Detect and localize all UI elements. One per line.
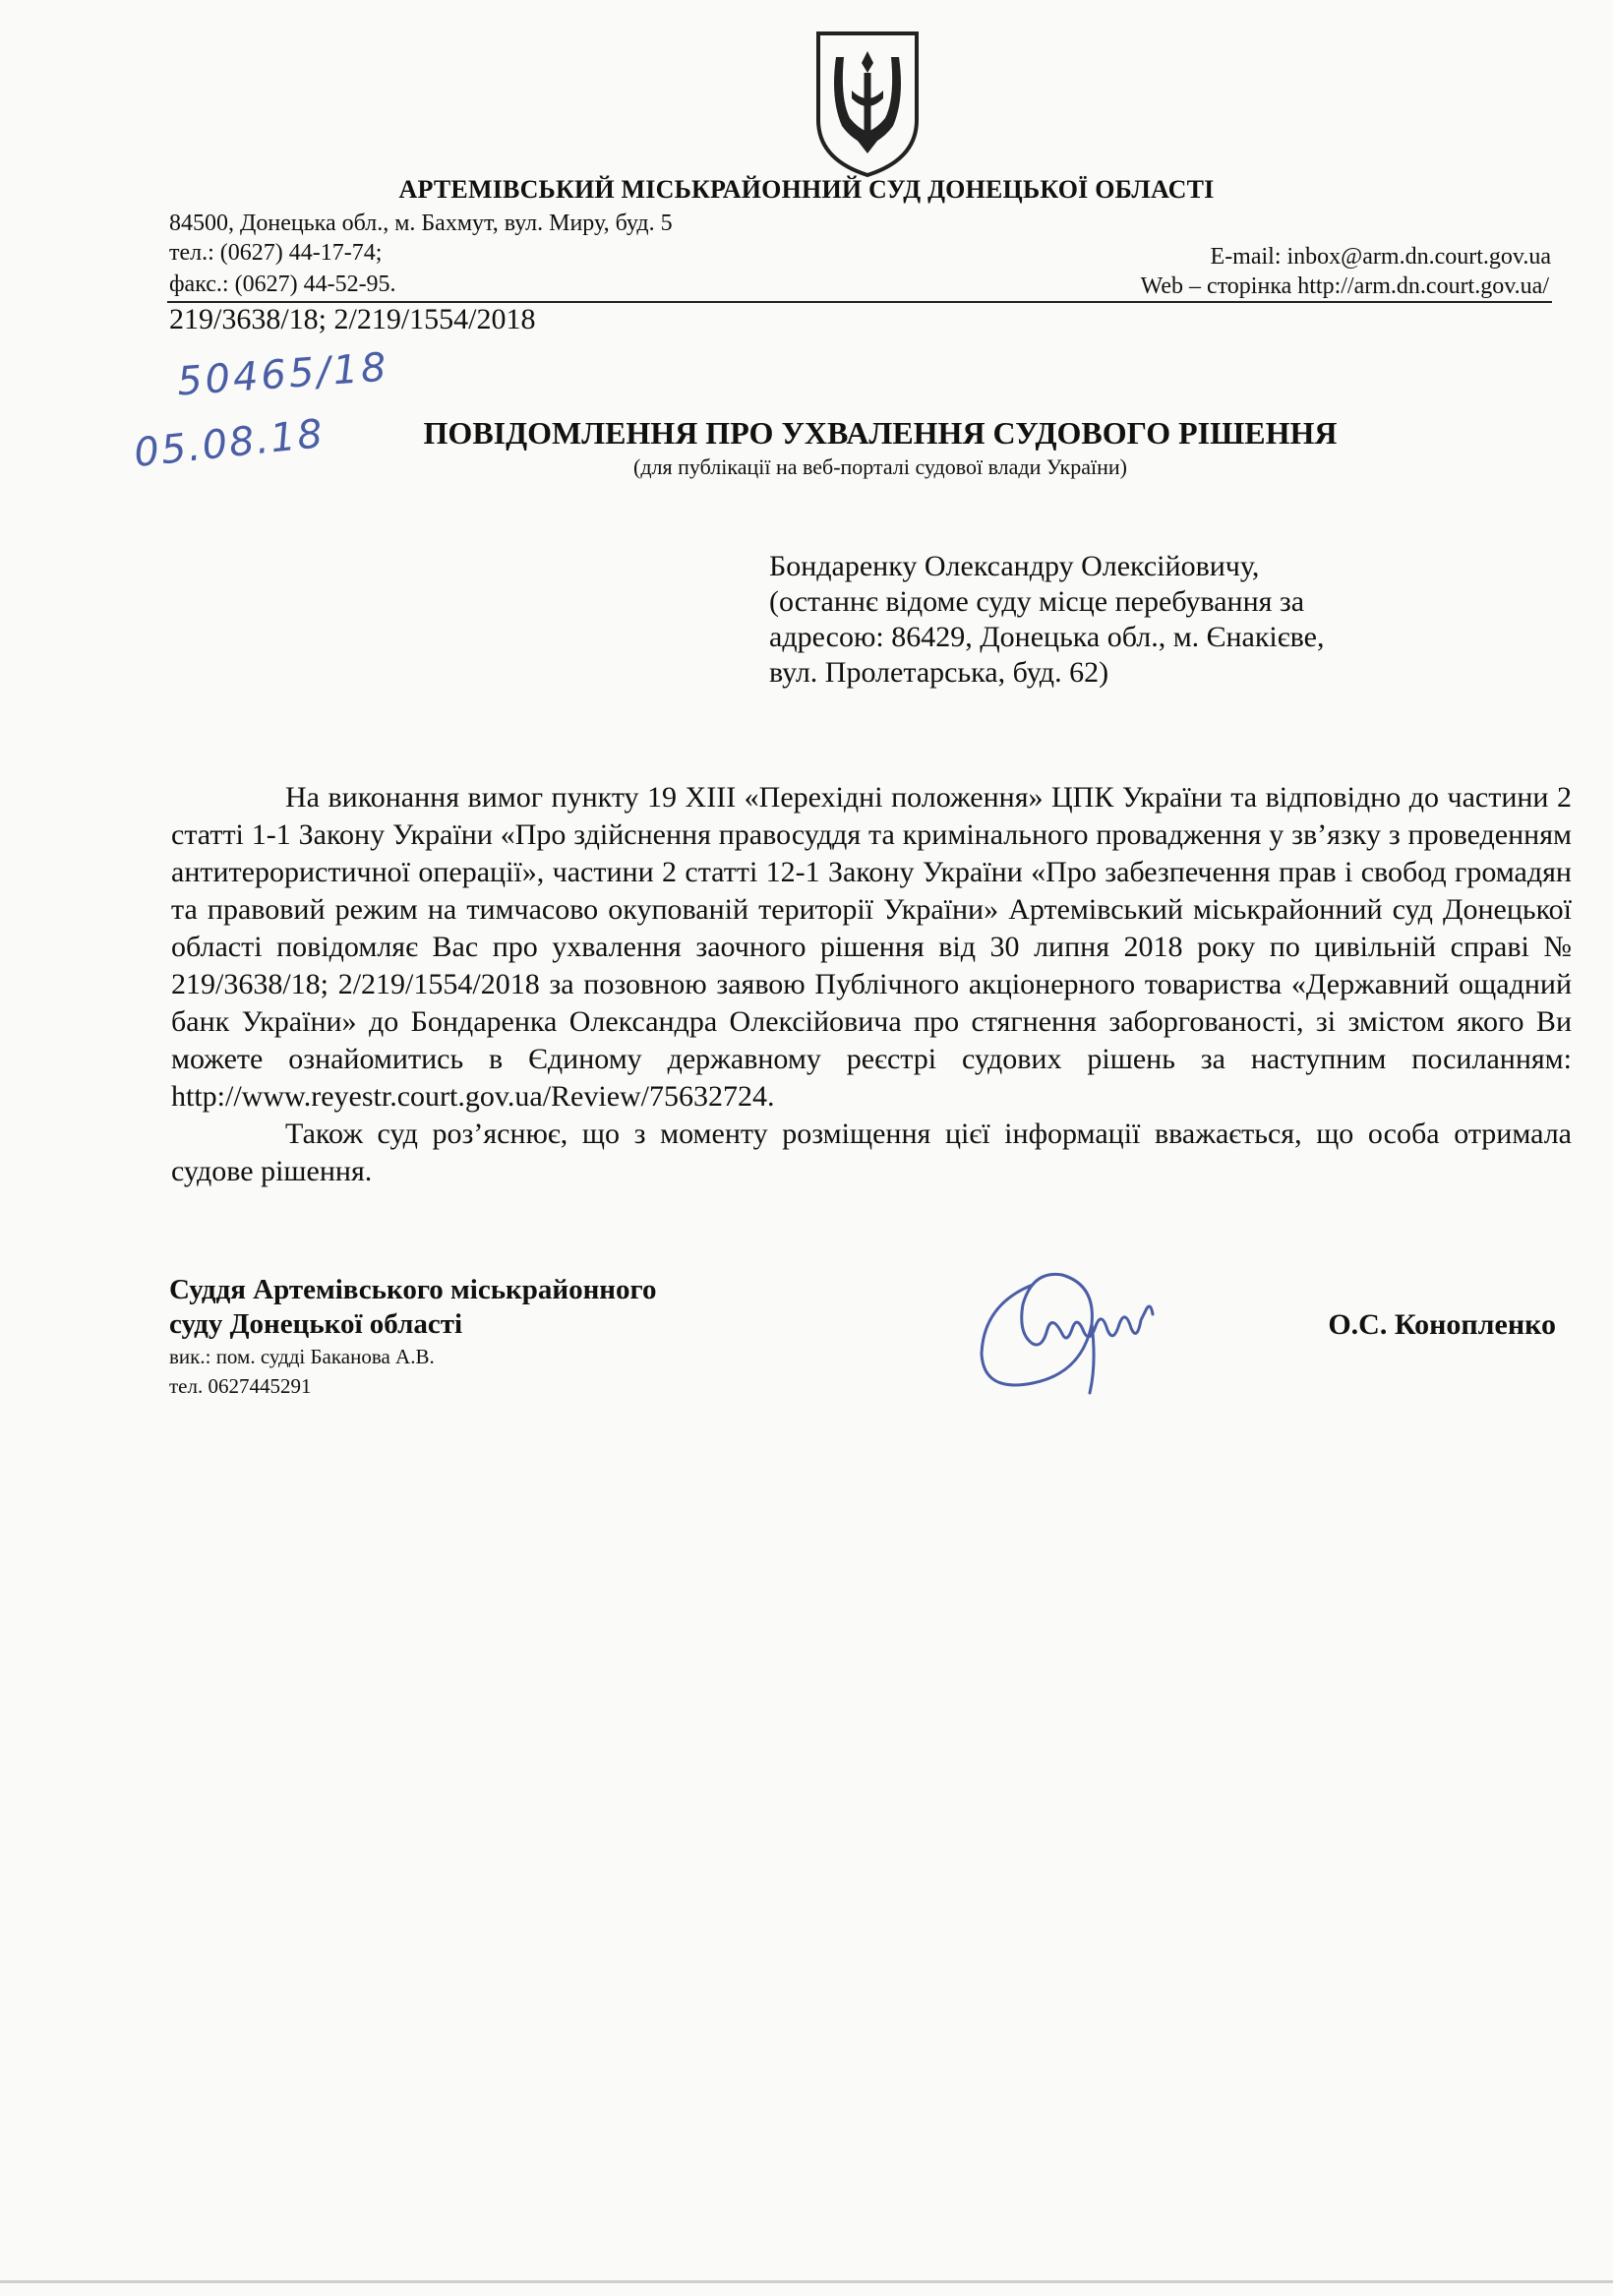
body-paragraph: Також суд роз’яснює, що з моменту розміщення цієї інформації вважається, що особа отримала судове рішення. (171, 1118, 1572, 1187)
document-title: ПОВІДОМЛЕННЯ ПРО УХВАЛЕННЯ СУДОВОГО РІШЕННЯ (423, 415, 1338, 451)
court-phone: тел.: (0627) 44-17-74; (169, 240, 383, 266)
notice-body (171, 779, 1572, 1190)
judge-title-line: Суддя Артемівського міськрайонного (169, 1274, 657, 1305)
coat-of-arms-icon (812, 30, 923, 179)
recipient-line: адресою: 86429, Донецька обл., м. Єнакієве, (769, 621, 1325, 653)
recipient-line: вул. Пролетарська, буд. 62) (769, 656, 1109, 689)
court-name: АРТЕМІВСЬКИЙ МІСЬКРАЙОННИЙ СУД ДОНЕЦЬКОЇ ОБЛАСТІ (398, 175, 1215, 204)
judge-title-line: суду Донецької області (169, 1308, 463, 1340)
court-address: 84500, Донецька обл., м. Бахмут, вул. Миру, буд. 5 (169, 211, 673, 236)
court-web: Web – сторінка http://arm.dn.court.gov.ua/ (1140, 273, 1549, 299)
case-number: 219/3638/18; 2/219/1554/2018 (169, 303, 536, 335)
body-paragraph: На виконання вимог пункту 19 XIII «Перехідні положення» ЦПК України та відповідно до частини 2 статті 1-1 Закону України «Про здійснення правосуддя та кримінального провадження у зв’язку з проведенням антитерористичної операції», частини 2 статті 12-1 Закону України «Про забезпечення прав і свобод громадян та правовий режим на тимчасово окупованій території України» Артемівський міськрайонний суд Донецької області повідомляє Вас про ухвалення заочного рішення від 30 липня 2018 року по цивільній справі № 219/3638/18; 2/219/1554/2018 за позовною заявою Публічного акціонерного товариства «Державний ощадний банк України» до Бондаренка Олександра Олексійовича про стягнення заборгованості, зі змістом якого Ви можете ознайомитись в Єдиному державному реєстрі судових рішень за наступним посиланням: http://www.reyestr.court.gov.ua/Review/75632724. (171, 781, 1572, 1113)
executor-phone: тел. 0627445291 (169, 1374, 312, 1398)
handwritten-signature (974, 1245, 1200, 1403)
document-subtitle: (для публікації на веб-порталі судової влади України) (633, 454, 1127, 479)
handwritten-date: 05.08.18 (132, 410, 327, 477)
page-edge (0, 2280, 1613, 2283)
recipient-line: (останнє відоме суду місце перебування за (769, 585, 1305, 618)
recipient-line: Бондаренку Олександру Олексійовичу, (769, 550, 1260, 582)
executor-line: вик.: пом. судді Баканова А.В. (169, 1345, 435, 1368)
handwritten-reg-number: 50465/18 (175, 344, 390, 405)
court-email: E-mail: inbox@arm.dn.court.gov.ua (1210, 244, 1551, 270)
recipient-block (769, 549, 1324, 691)
court-fax: факс.: (0627) 44-52-95. (169, 272, 396, 297)
signature-block (169, 1273, 656, 1401)
judge-name: О.С. Конопленко (1328, 1308, 1556, 1341)
